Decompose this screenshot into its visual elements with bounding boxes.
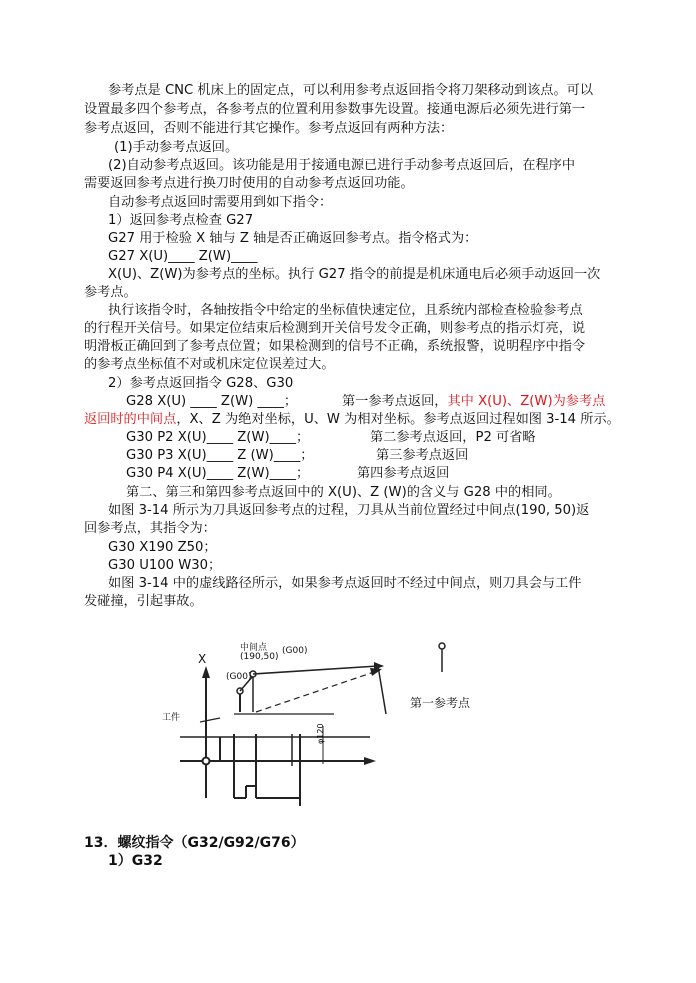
text-line: (1)手动参考点返回。 — [114, 140, 239, 155]
workpiece-label: 工件 — [162, 713, 181, 723]
text-line: 回参考点，其指令为： — [84, 521, 216, 536]
text-line: G27 用于检验 X 轴与 Z 轴是否正确返回参考点。指令格式为： — [108, 231, 478, 246]
text-line: 第二、第三和第四参考点返回中的 X(U)、Z (W)的含义与 G28 中的相同。 — [126, 485, 561, 500]
text-line: 1）返回参考点检查 G27 — [108, 213, 254, 228]
text-line: 发碰撞，引起事故。 — [84, 594, 203, 609]
text-line: 执行该指令时，各轴按指令中给定的坐标值快速定位，且系统内部检查检验参考点 — [108, 303, 583, 318]
g00-label-upper: (G00) — [282, 646, 308, 656]
intermediate-point-label: 中间点 — [240, 643, 268, 653]
text-line: G27 X(U)____ Z(W)____ — [108, 249, 258, 264]
text-line: 参考点是 CNC 机床上的固定点，可以利用参考点返回指令将刀架移动到该点。可以 — [108, 83, 594, 98]
g28-description — [342, 393, 605, 411]
g28-continuation — [84, 411, 620, 429]
text-line: (2)自动参考点返回。该功能是用于接通电源已进行手动参考点返回后，在程序中 — [108, 158, 576, 173]
g00-label-lower: (G00) — [226, 672, 252, 682]
figure-drawing — [160, 636, 490, 811]
text-line: 设置最多四个参考点，各参考点的位置利用参数事先设置。接通电源后必须先进行第一 — [84, 102, 586, 117]
g30-p3-command: G30 P3 X(U)____ Z (W)____； — [126, 448, 314, 463]
g28-cont-plain: ，X、Z 为绝对坐标，U、W 为相对坐标。参考点返回过程如图 3-14 所示。 — [176, 412, 620, 427]
text-line: 2）参考点返回指令 G28、G30 — [108, 376, 294, 391]
g30-p4-description: 第四参考点返回 — [357, 466, 450, 481]
text-line: 如图 3-14 中的虚线路径所示，如果参考点返回时不经过中间点，则刀具会与工件 — [108, 576, 582, 591]
subsection-heading: 1）G32 — [108, 853, 163, 869]
diameter-label: φ120 — [316, 723, 325, 744]
text-line: 的参考点坐标值不对或机床定位误差过大。 — [84, 357, 335, 372]
g30-p3-description: 第三参考点返回 — [376, 448, 469, 463]
text-line: 的行程开关信号。如果定位结束后检测到开关信号发令正确，则参考点的指示灯亮，说 — [84, 321, 586, 336]
g28-desc-plain: 第一参考点返回， — [342, 394, 448, 409]
text-line: G30 U100 W30； — [108, 558, 222, 573]
text-line: 如图 3-14 所示为刀具返回参考点的过程，刀具从当前位置经过中间点(190, 50)返 — [108, 503, 590, 518]
text-line: G30 X190 Z50； — [108, 540, 217, 555]
section-heading: 13．螺纹指令（G32/G92/G76） — [84, 835, 305, 851]
g28-cont-highlight: 返回时的中间点 — [84, 412, 177, 427]
text-line: X(U)、Z(W)为参考点的坐标。执行 G27 指令的前提是机床通电后必须手动返回一次 — [108, 267, 601, 282]
intermediate-point-coord: (190,50) — [240, 652, 279, 662]
text-line: 参考点。 — [84, 285, 137, 300]
text-line: 需要返回参考点进行换刀时使用的自动参考点返回功能。 — [84, 176, 414, 191]
g30-p2-description: 第二参考点返回，P2 可省略 — [370, 430, 536, 445]
g30-p2-command: G30 P2 X(U)____ Z(W)____； — [126, 430, 310, 445]
g28-desc-highlight: 其中 X(U)、Z(W)为参考点 — [447, 394, 606, 409]
first-reference-point-label: 第一参考点 — [410, 696, 471, 710]
g28-command: G28 X(U) ____ Z(W) ____； — [126, 394, 298, 409]
text-line: 明滑板正确回到了参考点位置；如果检测到的信号不正确，系统报警，说明程序中指令 — [84, 339, 586, 354]
g30-p4-command: G30 P4 X(U)____ Z(W)____； — [126, 466, 310, 481]
x-axis-label: X — [198, 652, 207, 666]
text-line: 自动参考点返回时需要用到如下指令： — [108, 195, 333, 210]
reference-return-figure — [160, 636, 490, 811]
text-line: 参考点返回，否则不能进行其它操作。参考点返回有两种方法： — [84, 121, 454, 136]
